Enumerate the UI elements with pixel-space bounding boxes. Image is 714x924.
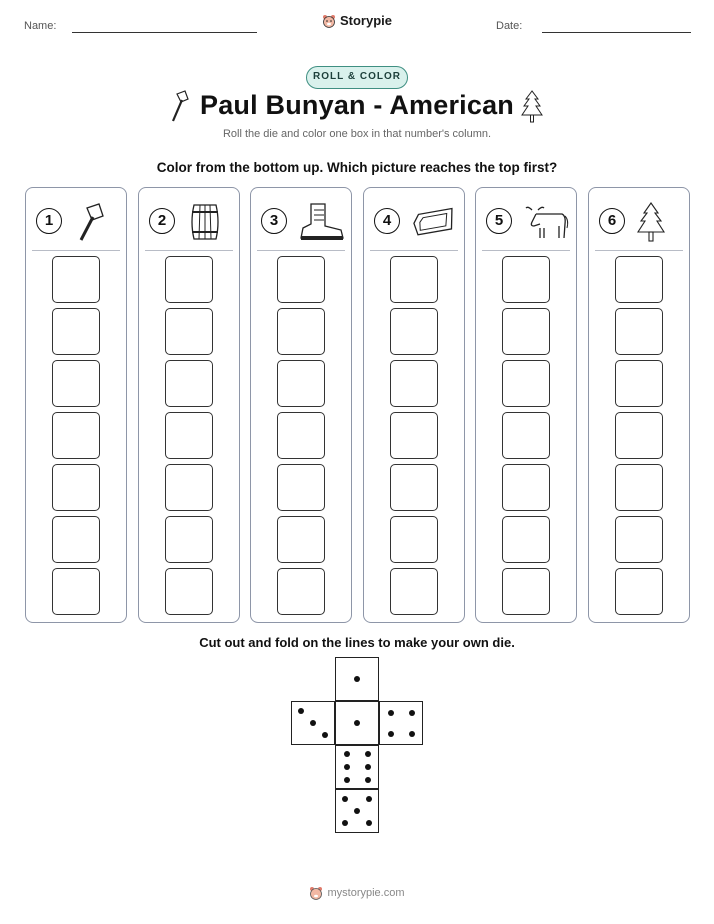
die-pip xyxy=(342,820,348,826)
date-label: Date: xyxy=(496,20,523,32)
color-box[interactable] xyxy=(390,256,438,303)
column-number: 4 xyxy=(374,208,400,234)
color-box[interactable] xyxy=(165,464,213,511)
color-box[interactable] xyxy=(52,516,100,563)
color-box[interactable] xyxy=(52,308,100,355)
column-header xyxy=(261,202,345,242)
color-box[interactable] xyxy=(390,412,438,459)
color-box[interactable] xyxy=(277,412,325,459)
die-face xyxy=(379,701,423,745)
column-divider xyxy=(482,250,570,251)
bear-logo-icon xyxy=(309,886,323,900)
footer xyxy=(0,886,714,905)
footer-url: mystorypie.com xyxy=(327,887,405,899)
column-divider xyxy=(257,250,345,251)
ox-icon xyxy=(522,202,570,247)
color-box[interactable] xyxy=(502,516,550,563)
color-box[interactable] xyxy=(52,412,100,459)
color-box[interactable] xyxy=(615,308,663,355)
die-pip xyxy=(388,731,394,737)
die-pip xyxy=(344,751,350,757)
column-header xyxy=(599,202,683,242)
color-box[interactable] xyxy=(52,464,100,511)
die-pip xyxy=(354,676,360,682)
color-box[interactable] xyxy=(52,360,100,407)
roll-column xyxy=(363,187,465,623)
color-box[interactable] xyxy=(615,256,663,303)
color-box[interactable] xyxy=(502,360,550,407)
die-pip xyxy=(298,708,304,714)
die-face xyxy=(335,657,379,701)
die-pip xyxy=(354,808,360,814)
column-number: 5 xyxy=(486,208,512,234)
color-box[interactable] xyxy=(390,516,438,563)
color-box[interactable] xyxy=(165,516,213,563)
color-box[interactable] xyxy=(52,568,100,615)
instruction: Color from the bottom up. Which picture reaches the top first? xyxy=(156,160,558,175)
color-box[interactable] xyxy=(165,568,213,615)
die-pip xyxy=(366,796,372,802)
barrel-icon xyxy=(185,202,225,247)
die-pip xyxy=(365,764,371,770)
roll-column xyxy=(250,187,352,623)
boot-icon xyxy=(297,202,345,247)
column-header xyxy=(374,202,458,242)
color-box[interactable] xyxy=(277,568,325,615)
griddle-pan-icon xyxy=(410,202,456,247)
die-pip xyxy=(344,777,350,783)
color-box[interactable] xyxy=(165,360,213,407)
column-number: 2 xyxy=(149,208,175,234)
brand-logo xyxy=(0,13,714,33)
column-divider xyxy=(595,250,683,251)
color-box[interactable] xyxy=(615,412,663,459)
column-divider xyxy=(145,250,233,251)
color-box[interactable] xyxy=(277,256,325,303)
color-box[interactable] xyxy=(502,464,550,511)
color-box[interactable] xyxy=(615,464,663,511)
column-number: 6 xyxy=(599,208,625,234)
color-box[interactable] xyxy=(390,568,438,615)
color-box[interactable] xyxy=(615,516,663,563)
die-face xyxy=(335,789,379,833)
column-divider xyxy=(370,250,458,251)
color-box[interactable] xyxy=(615,568,663,615)
pine-tree-icon xyxy=(520,90,544,124)
color-box[interactable] xyxy=(165,308,213,355)
color-box[interactable] xyxy=(277,516,325,563)
color-box[interactable] xyxy=(390,360,438,407)
name-label: Name: xyxy=(24,20,57,32)
color-box[interactable] xyxy=(277,360,325,407)
die-pip xyxy=(409,731,415,737)
die-pip xyxy=(310,720,316,726)
column-header xyxy=(36,202,120,242)
die-face xyxy=(291,701,335,745)
die-pip xyxy=(365,777,371,783)
color-box[interactable] xyxy=(390,308,438,355)
pine-tree-icon xyxy=(635,202,667,249)
roll-and-color-badge: ROLL & COLOR xyxy=(306,66,408,89)
roll-column xyxy=(25,187,127,623)
color-box[interactable] xyxy=(502,412,550,459)
column-header xyxy=(149,202,233,242)
die-pip xyxy=(342,796,348,802)
die-pip xyxy=(409,710,415,716)
axe-icon xyxy=(72,202,112,247)
die-face xyxy=(335,701,379,745)
color-box[interactable] xyxy=(502,308,550,355)
page-title: Paul Bunyan - American xyxy=(200,90,514,120)
column-divider xyxy=(32,250,120,251)
color-box[interactable] xyxy=(277,308,325,355)
column-header xyxy=(486,202,570,242)
color-box[interactable] xyxy=(277,464,325,511)
color-box[interactable] xyxy=(165,412,213,459)
color-box[interactable] xyxy=(615,360,663,407)
roll-column xyxy=(588,187,690,623)
roll-column xyxy=(138,187,240,623)
die-pip xyxy=(365,751,371,757)
column-number: 1 xyxy=(36,208,62,234)
subtitle: Roll the die and color one box in that number's column. xyxy=(222,128,492,140)
die-instruction: Cut out and fold on the lines to make your own die. xyxy=(199,635,515,650)
die-pip xyxy=(322,732,328,738)
roll-column xyxy=(475,187,577,623)
die-pip xyxy=(366,820,372,826)
bear-logo-icon xyxy=(322,14,336,28)
color-box[interactable] xyxy=(52,256,100,303)
color-box[interactable] xyxy=(390,464,438,511)
die-pip xyxy=(344,764,350,770)
die-pip xyxy=(354,720,360,726)
die-face xyxy=(335,745,379,789)
color-box[interactable] xyxy=(165,256,213,303)
die-pip xyxy=(388,710,394,716)
color-box[interactable] xyxy=(502,568,550,615)
brand-name: Storypie xyxy=(339,13,392,28)
color-box[interactable] xyxy=(502,256,550,303)
column-number: 3 xyxy=(261,208,287,234)
